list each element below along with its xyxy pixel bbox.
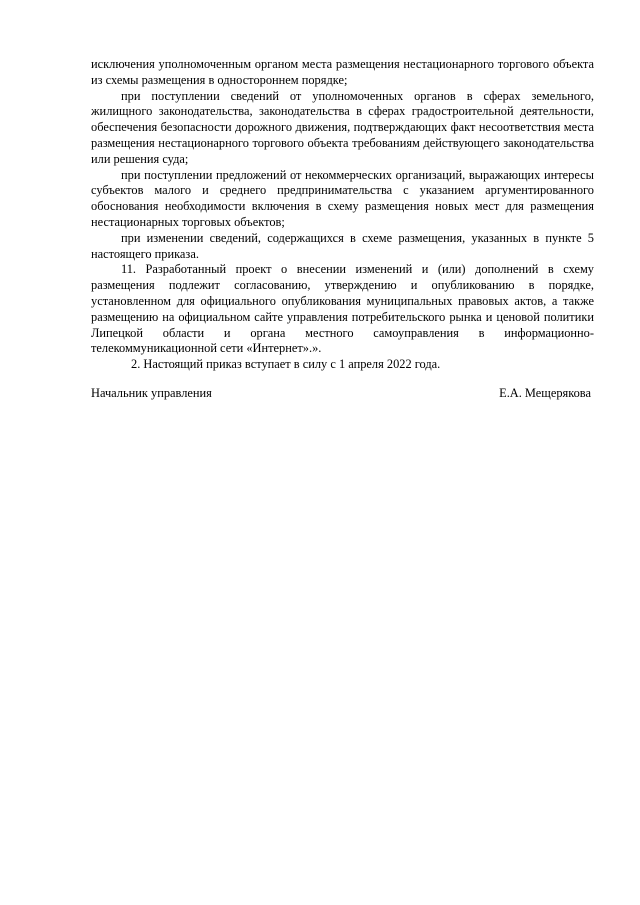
paragraph-exclusion-continuation: исключения уполномоченным органом места размещения нестационарного торгового объекта из схемы размещения в одностороннем порядке; [91,57,594,87]
paragraph-authorities-case: при поступлении сведений от уполномоченных органов в сферах земельного, жилищного законодательства, законодательства в сферах градостроительной деятельности, обеспечения безопасности дорожного движения, подтверждающих факт несоответствия места размещения нестационарного торгового объекта требованиям действующего законодательства или решения суда; [91,88,594,166]
signatory-title: Начальник управления [91,386,212,400]
paragraph-item-2: 2. Настоящий приказ вступает в силу с 1 апреля 2022 года. [131,357,441,372]
document-body [91,57,594,373]
paragraph-changes-case: при изменении сведений, содержащихся в схеме размещения, указанных в пункте 5 настоящего приказа. [91,230,594,261]
paragraph-noncommercial-case: при поступлении предложений от некоммерческих организаций, выражающих интересы субъектов малого и среднего предпринимательства с указанием аргументированного обоснования необходимости включения в схему размещения новых мест для размещения нестационарных торговых объектов; [91,167,594,229]
paragraph-item-11: 11. Разработанный проект о внесении изменений и (или) дополнений в схему размещения подлежит согласованию, утверждению и опубликованию в порядке, установленном для официального опубликования муниципальных правовых актов, а также размещению на официальном сайте управления потребительского рынка и ценовой политики Липецкой области и органа местного самоуправления в информационно-телекоммуникационной сети «Интернет».». [91,262,594,356]
signatory-name: Е.А. Мещерякова [499,386,591,400]
